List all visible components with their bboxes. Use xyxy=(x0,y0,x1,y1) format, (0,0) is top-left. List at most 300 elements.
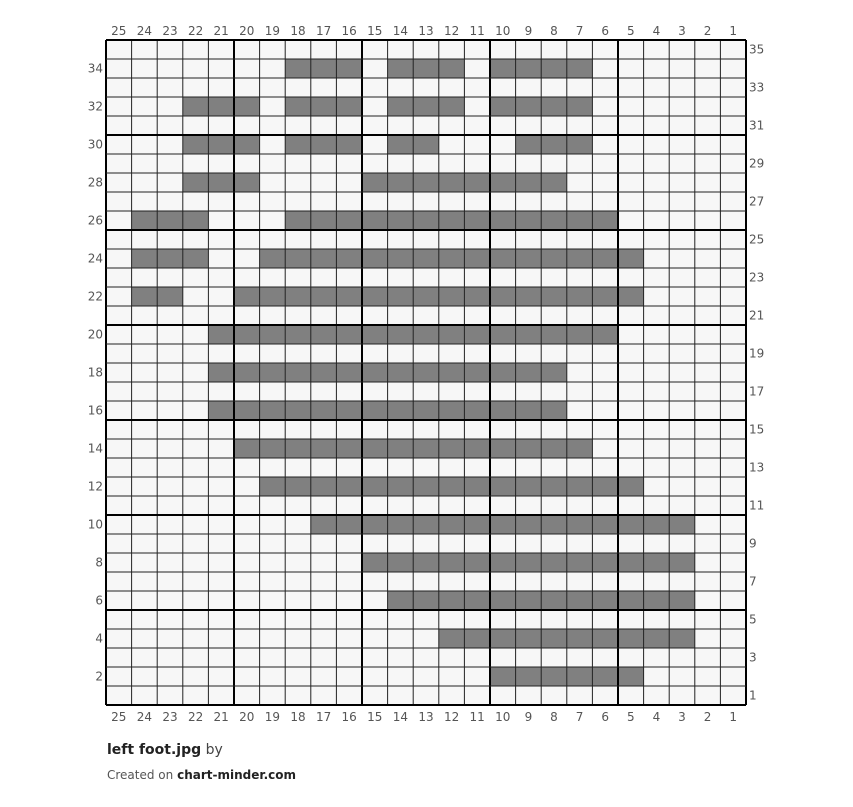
stitch-filled xyxy=(592,325,618,344)
stitch-filled xyxy=(618,477,644,496)
stitch-empty xyxy=(669,344,695,363)
stitch-empty xyxy=(592,116,618,135)
stitch-filled xyxy=(541,97,567,116)
stitch-empty xyxy=(183,40,209,59)
stitch-filled xyxy=(567,59,593,78)
stitch-empty xyxy=(464,382,490,401)
stitch-empty xyxy=(132,515,158,534)
stitch-empty xyxy=(260,268,286,287)
stitch-empty xyxy=(720,439,746,458)
stitch-empty xyxy=(695,78,721,97)
stitch-filled xyxy=(439,401,465,420)
stitch-empty xyxy=(183,572,209,591)
stitch-empty xyxy=(464,496,490,515)
stitch-empty xyxy=(311,553,337,572)
stitch-filled xyxy=(336,477,362,496)
stitch-empty xyxy=(541,686,567,705)
column-number: 14 xyxy=(392,24,409,38)
stitch-empty xyxy=(208,40,234,59)
stitch-empty xyxy=(541,192,567,211)
stitch-empty xyxy=(695,420,721,439)
stitch-empty xyxy=(516,534,542,553)
stitch-empty xyxy=(720,97,746,116)
stitch-filled xyxy=(439,325,465,344)
stitch-empty xyxy=(644,534,670,553)
stitch-empty xyxy=(592,230,618,249)
column-number: 24 xyxy=(136,24,153,38)
stitch-filled xyxy=(311,325,337,344)
stitch-empty xyxy=(695,249,721,268)
stitch-empty xyxy=(311,667,337,686)
stitch-empty xyxy=(490,572,516,591)
stitch-empty xyxy=(336,686,362,705)
stitch-empty xyxy=(234,154,260,173)
stitch-empty xyxy=(234,591,260,610)
stitch-empty xyxy=(132,230,158,249)
stitch-empty xyxy=(439,648,465,667)
stitch-empty xyxy=(592,59,618,78)
stitch-filled xyxy=(311,59,337,78)
stitch-empty xyxy=(362,629,388,648)
stitch-empty xyxy=(720,249,746,268)
stitch-empty xyxy=(311,572,337,591)
stitch-empty xyxy=(695,40,721,59)
stitch-filled xyxy=(592,629,618,648)
stitch-empty xyxy=(132,325,158,344)
stitch-empty xyxy=(516,686,542,705)
stitch-empty xyxy=(260,686,286,705)
stitch-empty xyxy=(157,401,183,420)
stitch-empty xyxy=(618,116,644,135)
stitch-empty xyxy=(234,230,260,249)
stitch-empty xyxy=(669,230,695,249)
stitch-empty xyxy=(183,287,209,306)
stitch-filled xyxy=(669,553,695,572)
stitch-empty xyxy=(618,59,644,78)
stitch-empty xyxy=(311,591,337,610)
stitch-empty xyxy=(106,477,132,496)
stitch-empty xyxy=(644,420,670,439)
stitch-empty xyxy=(413,648,439,667)
stitch-filled xyxy=(285,59,311,78)
stitch-empty xyxy=(695,173,721,192)
stitch-empty xyxy=(106,287,132,306)
stitch-filled xyxy=(592,211,618,230)
stitch-empty xyxy=(695,230,721,249)
stitch-empty xyxy=(644,173,670,192)
stitch-empty xyxy=(720,116,746,135)
stitch-empty xyxy=(260,496,286,515)
stitch-empty xyxy=(567,268,593,287)
stitch-empty xyxy=(669,268,695,287)
stitch-empty xyxy=(208,458,234,477)
stitch-filled xyxy=(541,401,567,420)
stitch-empty xyxy=(669,477,695,496)
stitch-empty xyxy=(592,135,618,154)
stitch-empty xyxy=(644,610,670,629)
stitch-empty xyxy=(157,78,183,97)
stitch-empty xyxy=(285,306,311,325)
stitch-empty xyxy=(388,420,414,439)
stitch-empty xyxy=(106,591,132,610)
stitch-filled xyxy=(413,363,439,382)
stitch-filled xyxy=(490,59,516,78)
stitch-empty xyxy=(439,192,465,211)
stitch-empty xyxy=(106,439,132,458)
column-number: 10 xyxy=(495,710,511,724)
stitch-empty xyxy=(490,135,516,154)
stitch-empty xyxy=(669,458,695,477)
stitch-empty xyxy=(695,401,721,420)
stitch-empty xyxy=(413,192,439,211)
stitch-empty xyxy=(132,344,158,363)
stitch-empty xyxy=(260,534,286,553)
stitch-filled xyxy=(464,439,490,458)
stitch-empty xyxy=(362,534,388,553)
stitch-empty xyxy=(157,572,183,591)
stitch-empty xyxy=(567,344,593,363)
stitch-filled xyxy=(285,287,311,306)
stitch-filled xyxy=(516,135,542,154)
stitch-empty xyxy=(234,553,260,572)
stitch-empty xyxy=(464,59,490,78)
stitch-empty xyxy=(695,458,721,477)
stitch-filled xyxy=(464,477,490,496)
row-number-right: 15 xyxy=(749,422,765,437)
stitch-empty xyxy=(541,40,567,59)
stitch-filled xyxy=(592,553,618,572)
stitch-empty xyxy=(336,230,362,249)
stitch-empty xyxy=(106,249,132,268)
row-number-left: 10 xyxy=(87,517,103,532)
stitch-empty xyxy=(183,116,209,135)
stitch-empty xyxy=(541,534,567,553)
column-number: 18 xyxy=(290,24,306,38)
stitch-filled xyxy=(567,211,593,230)
stitch-empty xyxy=(183,496,209,515)
stitch-filled xyxy=(644,553,670,572)
stitch-empty xyxy=(311,192,337,211)
stitch-empty xyxy=(720,40,746,59)
column-number: 16 xyxy=(341,24,357,38)
column-number: 16 xyxy=(341,710,357,724)
column-number: 24 xyxy=(136,710,153,724)
stitch-empty xyxy=(362,686,388,705)
stitch-empty xyxy=(388,230,414,249)
stitch-empty xyxy=(362,78,388,97)
stitch-empty xyxy=(388,667,414,686)
stitch-empty xyxy=(464,97,490,116)
stitch-empty xyxy=(208,287,234,306)
stitch-empty xyxy=(362,97,388,116)
stitch-empty xyxy=(336,629,362,648)
stitch-empty xyxy=(669,192,695,211)
stitch-empty xyxy=(592,268,618,287)
stitch-empty xyxy=(260,59,286,78)
stitch-filled xyxy=(439,515,465,534)
stitch-empty xyxy=(644,648,670,667)
column-number: 19 xyxy=(264,710,281,724)
row-number-left: 32 xyxy=(87,99,103,114)
stitch-empty xyxy=(541,382,567,401)
stitch-empty xyxy=(592,97,618,116)
stitch-empty xyxy=(183,325,209,344)
stitch-filled xyxy=(413,515,439,534)
stitch-filled xyxy=(516,287,542,306)
stitch-empty xyxy=(567,154,593,173)
row-number-right: 23 xyxy=(749,270,765,285)
stitch-filled xyxy=(618,249,644,268)
stitch-empty xyxy=(157,496,183,515)
row-number-left: 6 xyxy=(95,593,103,608)
stitch-filled xyxy=(541,553,567,572)
stitch-empty xyxy=(695,344,721,363)
stitch-empty xyxy=(336,534,362,553)
stitch-empty xyxy=(260,173,286,192)
stitch-empty xyxy=(311,306,337,325)
stitch-empty xyxy=(362,116,388,135)
stitch-empty xyxy=(516,344,542,363)
stitch-empty xyxy=(311,686,337,705)
stitch-empty xyxy=(592,173,618,192)
stitch-filled xyxy=(362,553,388,572)
stitch-empty xyxy=(413,78,439,97)
row-number-left: 28 xyxy=(87,175,103,190)
stitch-filled xyxy=(132,249,158,268)
column-number: 8 xyxy=(550,24,558,38)
stitch-filled xyxy=(362,477,388,496)
stitch-empty xyxy=(106,515,132,534)
stitch-empty xyxy=(106,40,132,59)
stitch-filled xyxy=(336,135,362,154)
column-number: 12 xyxy=(443,24,460,38)
stitch-empty xyxy=(464,192,490,211)
stitch-empty xyxy=(336,496,362,515)
stitch-filled xyxy=(541,59,567,78)
stitch-filled xyxy=(541,173,567,192)
stitch-filled xyxy=(464,591,490,610)
stitch-filled xyxy=(234,173,260,192)
stitch-empty xyxy=(157,135,183,154)
stitch-empty xyxy=(618,154,644,173)
stitch-empty xyxy=(285,192,311,211)
stitch-empty xyxy=(285,173,311,192)
stitch-cells xyxy=(106,40,746,705)
stitch-empty xyxy=(311,382,337,401)
stitch-empty xyxy=(618,382,644,401)
stitch-filled xyxy=(516,629,542,648)
credit-prefix: Created on xyxy=(107,768,174,782)
stitch-empty xyxy=(157,306,183,325)
stitch-empty xyxy=(157,420,183,439)
stitch-empty xyxy=(541,116,567,135)
stitch-empty xyxy=(132,78,158,97)
stitch-empty xyxy=(183,439,209,458)
stitch-empty xyxy=(592,648,618,667)
stitch-filled xyxy=(388,439,414,458)
stitch-empty xyxy=(234,610,260,629)
stitch-filled xyxy=(362,439,388,458)
stitch-empty xyxy=(592,420,618,439)
stitch-empty xyxy=(234,344,260,363)
stitch-empty xyxy=(567,306,593,325)
stitch-empty xyxy=(720,306,746,325)
stitch-empty xyxy=(183,306,209,325)
stitch-empty xyxy=(695,629,721,648)
stitch-filled xyxy=(592,287,618,306)
stitch-empty xyxy=(644,59,670,78)
stitch-filled xyxy=(388,477,414,496)
stitch-empty xyxy=(106,420,132,439)
stitch-filled xyxy=(592,591,618,610)
stitch-empty xyxy=(132,116,158,135)
stitch-filled xyxy=(516,59,542,78)
stitch-empty xyxy=(208,648,234,667)
stitch-filled xyxy=(311,287,337,306)
stitch-empty xyxy=(132,268,158,287)
stitch-empty xyxy=(464,667,490,686)
stitch-empty xyxy=(132,382,158,401)
stitch-empty xyxy=(106,78,132,97)
stitch-empty xyxy=(695,553,721,572)
stitch-filled xyxy=(260,477,286,496)
stitch-empty xyxy=(464,40,490,59)
stitch-filled xyxy=(439,553,465,572)
stitch-empty xyxy=(132,629,158,648)
stitch-empty xyxy=(362,306,388,325)
column-number: 22 xyxy=(187,24,204,38)
stitch-empty xyxy=(669,97,695,116)
stitch-empty xyxy=(106,572,132,591)
stitch-empty xyxy=(644,458,670,477)
stitch-empty xyxy=(183,382,209,401)
stitch-empty xyxy=(720,648,746,667)
stitch-filled xyxy=(311,211,337,230)
stitch-filled xyxy=(516,439,542,458)
stitch-empty xyxy=(285,116,311,135)
stitch-empty xyxy=(413,230,439,249)
stitch-empty xyxy=(695,363,721,382)
stitch-filled xyxy=(183,249,209,268)
stitch-empty xyxy=(157,230,183,249)
stitch-filled xyxy=(234,325,260,344)
stitch-filled xyxy=(336,515,362,534)
row-number-left: 20 xyxy=(87,327,103,342)
stitch-filled xyxy=(311,477,337,496)
stitch-filled xyxy=(208,325,234,344)
stitch-filled xyxy=(336,59,362,78)
stitch-empty xyxy=(311,344,337,363)
stitch-empty xyxy=(183,686,209,705)
stitch-empty xyxy=(618,173,644,192)
stitch-empty xyxy=(183,610,209,629)
stitch-empty xyxy=(618,230,644,249)
row-number-left: 34 xyxy=(87,61,103,76)
stitch-filled xyxy=(362,401,388,420)
stitch-empty xyxy=(464,686,490,705)
stitch-filled xyxy=(132,287,158,306)
stitch-empty xyxy=(669,211,695,230)
stitch-empty xyxy=(260,40,286,59)
stitch-empty xyxy=(618,344,644,363)
stitch-filled xyxy=(234,135,260,154)
stitch-empty xyxy=(592,572,618,591)
stitch-empty xyxy=(644,496,670,515)
stitch-empty xyxy=(106,344,132,363)
stitch-empty xyxy=(720,591,746,610)
stitch-empty xyxy=(516,192,542,211)
stitch-empty xyxy=(285,496,311,515)
stitch-empty xyxy=(695,306,721,325)
stitch-empty xyxy=(106,458,132,477)
stitch-empty xyxy=(695,591,721,610)
stitch-empty xyxy=(618,325,644,344)
stitch-filled xyxy=(464,553,490,572)
stitch-filled xyxy=(362,363,388,382)
stitch-filled xyxy=(439,477,465,496)
row-number-left: 24 xyxy=(87,251,103,266)
stitch-empty xyxy=(567,78,593,97)
stitch-empty xyxy=(234,648,260,667)
stitch-empty xyxy=(695,439,721,458)
stitch-empty xyxy=(208,211,234,230)
stitch-filled xyxy=(388,97,414,116)
stitch-empty xyxy=(285,458,311,477)
stitch-empty xyxy=(132,534,158,553)
stitch-filled xyxy=(413,249,439,268)
stitch-empty xyxy=(234,496,260,515)
row-number-right: 35 xyxy=(749,42,765,57)
stitch-filled xyxy=(362,287,388,306)
stitch-filled xyxy=(388,401,414,420)
stitch-empty xyxy=(311,40,337,59)
stitch-empty xyxy=(260,97,286,116)
stitch-empty xyxy=(592,40,618,59)
stitch-empty xyxy=(541,420,567,439)
stitch-empty xyxy=(234,515,260,534)
column-number: 15 xyxy=(367,24,383,38)
stitch-filled xyxy=(413,287,439,306)
stitch-filled xyxy=(336,97,362,116)
stitch-empty xyxy=(311,496,337,515)
stitch-empty xyxy=(669,325,695,344)
stitch-empty xyxy=(106,363,132,382)
stitch-empty xyxy=(208,268,234,287)
stitch-empty xyxy=(413,572,439,591)
stitch-empty xyxy=(592,496,618,515)
stitch-empty xyxy=(157,439,183,458)
credit-site-link[interactable]: chart-minder.com xyxy=(177,768,296,782)
stitch-empty xyxy=(106,534,132,553)
stitch-empty xyxy=(260,116,286,135)
stitch-empty xyxy=(106,173,132,192)
column-number: 4 xyxy=(652,710,661,724)
stitch-empty xyxy=(336,591,362,610)
row-number-left: 14 xyxy=(87,441,103,456)
stitch-filled xyxy=(516,173,542,192)
stitch-empty xyxy=(362,40,388,59)
stitch-empty xyxy=(695,211,721,230)
stitch-empty xyxy=(208,78,234,97)
row-number-right: 29 xyxy=(749,156,765,171)
stitch-filled xyxy=(413,325,439,344)
stitch-filled xyxy=(644,591,670,610)
stitch-empty xyxy=(285,420,311,439)
stitch-filled xyxy=(260,363,286,382)
stitch-empty xyxy=(669,439,695,458)
row-number-left: 12 xyxy=(87,479,103,494)
stitch-filled xyxy=(618,629,644,648)
